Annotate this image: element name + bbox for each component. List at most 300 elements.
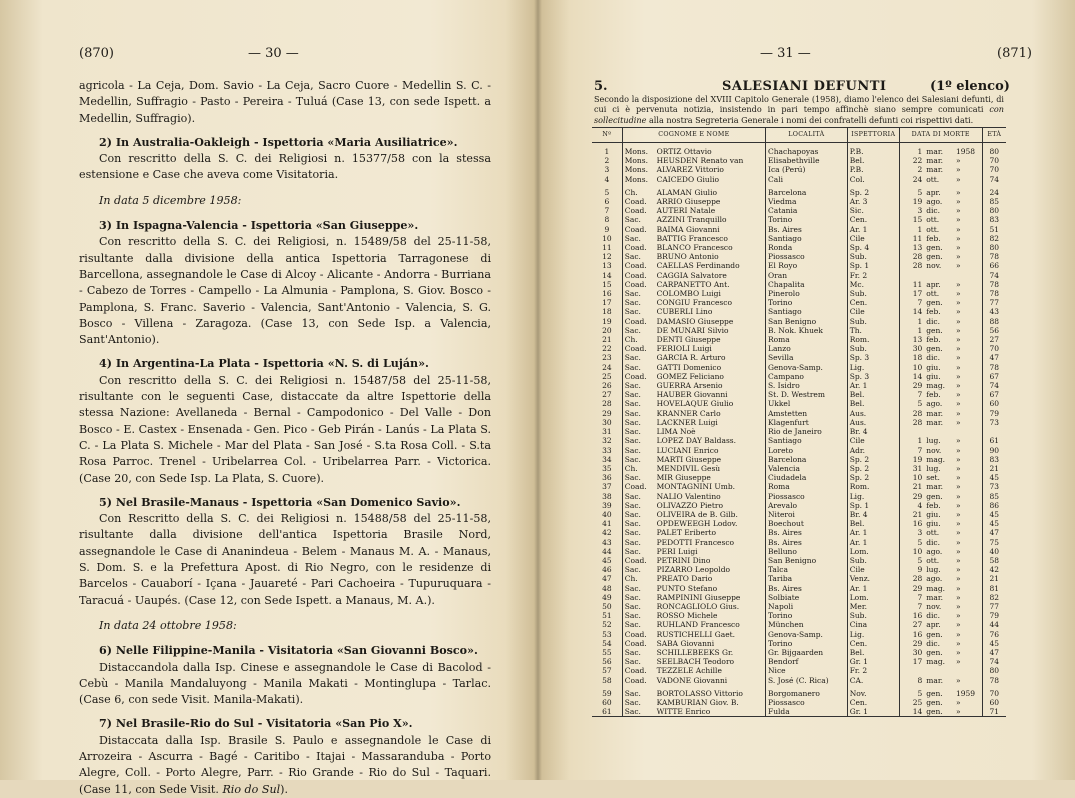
row-locality: Bs. Aires [765,225,847,234]
row-age: 70 [982,344,1006,353]
table-row [592,399,1006,408]
row-day: 29 [899,492,924,501]
table-row [592,584,1006,593]
row-year: » [955,638,961,648]
row-name: OPDEWEEGH Lodov. [656,519,738,529]
row-year: » [955,509,961,519]
row-day: 16 [899,611,924,620]
row-locality: Arevalo [765,501,847,510]
row-year: » [955,463,961,473]
row-number: 19 [602,316,612,326]
table-row [592,519,1006,528]
row-province: P.B. [847,165,899,174]
table-row [592,261,1006,270]
row-month: feb. [926,390,941,400]
row-title: Coad. [622,639,654,648]
row-name: PUNTO Stefano [656,583,718,593]
row-day: 14 [899,372,924,381]
row-age: 21 [982,574,1006,583]
section-number: 5. [594,79,608,94]
row-number: 52 [602,620,612,630]
row-year: » [955,381,961,391]
row-month: mar. [926,675,943,685]
heading-text: 3) In Ispagna-Valencia - Ispettoria «San Giuseppe». [99,219,419,233]
row-locality: B. Nok. Khuek [765,326,847,335]
row-month: mar. [926,147,943,156]
row-number: 49 [602,592,612,602]
row-title: Coad. [622,344,654,353]
row-year: » [955,675,961,685]
row-title: Mons. [622,175,654,184]
table-row [592,372,1006,381]
row-year: » [955,592,961,602]
section-subtitle: (1º elenco) [930,79,1010,94]
row-title: Sac. [622,698,654,707]
row-month: gen. [924,707,954,717]
row-title: Coad. [622,243,654,252]
intro-end: alla nostra Segreteria Generale i nomi dei confratelli defunti coi rispettivi dati. [648,114,974,125]
row-day: 14 [899,307,924,316]
row-year: » [955,243,961,253]
row-age: 78 [982,252,1006,261]
section-intro [594,94,1004,125]
table-row [592,165,1006,174]
row-age: 47 [982,648,1006,657]
table-row [592,602,1006,611]
paragraph-heading [79,716,491,732]
row-month: ott. [926,215,940,225]
row-month: gen. [926,325,943,335]
row-day: 2 [899,165,924,174]
row-title: Sac. [622,620,654,629]
row-number: 36 [602,473,612,483]
row-name: PREATO Dario [656,574,713,584]
row-number: 1 [604,147,610,156]
row-province: Cile [847,234,899,243]
row-day: 1 [899,436,924,445]
row-age: 60 [982,399,1006,408]
row-day: 7 [899,593,924,602]
row-age: 77 [982,298,1006,307]
date-line: In data 24 ottobre 1958: [99,618,237,632]
row-number: 21 [602,335,612,345]
row-age: 86 [982,501,1006,510]
row-title: Sac. [622,390,654,399]
col-header-number: Nº [592,128,622,143]
table-row [592,630,1006,639]
row-province: Sub. [847,556,899,565]
row-name: COLOMBO Luigi [656,289,721,299]
table-row [592,307,1006,316]
row-number: 8 [604,215,610,225]
row-year: » [955,298,961,308]
row-year: » [955,197,961,207]
table-row [592,197,1006,206]
row-year: » [955,647,961,657]
row-number: 40 [602,509,612,519]
row-number: 47 [602,574,612,584]
row-province: Cen. [847,639,899,648]
row-locality: Sevilla [765,353,847,362]
table-row [592,528,1006,537]
row-name: HAUBER Giovanni [656,390,728,400]
row-name: HEUSDEN Renato van [656,156,744,166]
row-year: » [955,362,961,372]
paragraph-text [79,733,491,798]
row-number: 26 [602,381,612,391]
row-name: SCHILLEBEEKS Gr. [656,647,734,657]
row-province: Sp. 1 [847,261,899,270]
row-year: » [955,316,961,326]
row-day: 29 [899,381,924,390]
table-row [592,243,1006,252]
row-month: gen. [926,491,943,501]
row-province: Lom. [847,547,899,556]
row-locality: Torino [765,298,847,307]
paragraph-body: Distaccandola dalla Isp. Cinese e assegnandole le Case di Bacolod - Cebù - Manila Mandaluyong - Manila Makati - Montinglupa - Tarlac. (Case 6, con sede Visit. Manila-Makati). [79,660,491,707]
row-age: 80 [982,206,1006,215]
row-day: 8 [899,676,924,685]
row-day: 3 [899,528,924,537]
row-age: 82 [982,593,1006,602]
row-day: 21 [899,510,924,519]
row-year: » [955,537,961,547]
row-month: ott. [926,555,940,565]
row-province: Cen. [847,698,899,707]
row-title: Sac. [622,657,654,666]
row-number: 48 [602,583,612,593]
row-year: » [955,344,961,354]
row-month [924,427,954,436]
row-name: RAMPININI Giuseppe [656,592,741,602]
row-number: 24 [602,362,612,372]
row-month: giu. [926,509,941,519]
row-province: Cen. [847,215,899,224]
left-page [0,0,537,796]
row-locality: Borgomanero [765,689,847,698]
row-year: » [955,436,961,446]
row-day: 7 [899,602,924,611]
row-year: » [955,215,961,225]
row-locality: Piossasco [765,698,847,707]
row-month: ago. [926,546,943,556]
row-year: » [955,601,961,611]
row-year: » [955,174,961,184]
row-month: feb. [926,233,941,243]
row-month: apr. [926,187,941,197]
row-month: gen. [926,252,943,262]
row-locality: Bs. Aires [765,584,847,593]
row-province: Bel. [847,156,899,165]
row-title: Sac. [622,436,654,445]
table-row [592,648,1006,657]
row-province: Cile [847,565,899,574]
row-day: 4 [899,501,924,510]
row-name: MIR Giuseppe [656,473,711,483]
row-number: 12 [602,252,612,262]
row-month: giu. [926,371,941,381]
row-day: 30 [899,344,924,353]
row-title: Coad. [622,372,654,381]
row-year: » [955,500,961,510]
row-locality: Torino [765,639,847,648]
row-day [899,427,924,436]
table-row [592,611,1006,620]
table-row [592,188,1006,197]
row-province: Sp. 1 [847,501,899,510]
row-age: 81 [982,584,1006,593]
row-age: 27 [982,335,1006,344]
table-row [592,547,1006,556]
row-number: 42 [602,528,612,538]
row-month: ott. [926,224,940,234]
row-province: Bel. [847,399,899,408]
row-name: ORTIZ Ottavio [656,147,712,156]
row-month: dic. [926,353,941,363]
table-row [592,556,1006,565]
row-month: nov. [926,261,942,271]
row-year: » [955,519,961,529]
row-locality: El Royo [765,261,847,270]
row-name: PEDOTTI Francesco [656,537,735,547]
row-name: OLIVAZZO Pietro [656,500,723,510]
row-year: » [955,491,961,501]
row-month: mar. [926,592,943,602]
table-row [592,353,1006,362]
heading-text: 5) Nel Brasile-Manaus - Ispettoria «San Domenico Savio». [99,495,461,509]
col-header-province: ISPETTORIA [847,128,899,143]
row-province: Fr. 2 [847,666,899,675]
row-province: Bel. [847,390,899,399]
row-locality: Cali [765,175,847,184]
table-row [592,326,1006,335]
left-page-body [79,78,491,798]
row-title: Sac. [622,565,654,574]
row-number: 54 [602,638,612,648]
row-day: 5 [899,399,924,408]
row-name: KRANNER Carlo [656,408,721,418]
row-day: 1 [899,326,924,335]
row-locality: Napoli [765,602,847,611]
row-number: 17 [602,298,612,308]
row-locality: Amstetten [765,409,847,418]
table-row [592,574,1006,583]
row-number: 11 [602,243,612,253]
table-row [592,657,1006,666]
row-title: Sac. [622,252,654,261]
row-province: Sp. 2 [847,464,899,473]
row-name: SABA Giovanni [656,638,715,648]
row-age: 80 [982,147,1006,156]
row-age: 85 [982,197,1006,206]
row-year: » [955,261,961,271]
row-month: mag. [926,583,946,593]
row-day [899,666,924,675]
row-title: Sac. [622,289,654,298]
heading-text: 6) Nelle Filippine-Manila - Visitatoria «San Giovanni Bosco». [99,644,478,658]
row-title: Sac. [622,363,654,372]
table-row [592,289,1006,298]
row-locality: Nice [765,666,847,675]
row-number: 28 [602,399,612,409]
table-row [592,215,1006,224]
row-number: 60 [602,697,612,707]
row-day: 18 [899,353,924,362]
table-row [592,206,1006,215]
row-locality: Chapalita [765,280,847,289]
row-age: 83 [982,455,1006,464]
row-month: gen. [926,688,943,698]
row-title: Sac. [622,353,654,362]
row-name: MENDIVIL Gesù [656,463,721,473]
table-row [592,482,1006,491]
row-year: 1958 [955,147,976,156]
row-number: 44 [602,546,612,556]
row-day: 31 [899,464,924,473]
row-year: » [955,233,961,243]
row-name: PIZARRO Leopoldo [656,565,731,575]
table-row [592,464,1006,473]
table-row [592,225,1006,234]
row-number: 33 [602,445,612,455]
table-row [592,175,1006,184]
row-year: » [955,697,961,707]
row-age: 90 [982,446,1006,455]
heading-text: 2) In Australia-Oakleigh - Ispettoria «Maria Ausiliatrice». [99,135,458,149]
row-year: » [955,620,961,630]
row-title: Coad. [622,482,654,491]
table-row [592,639,1006,648]
table-row [592,446,1006,455]
paragraph-body: Con rescritto della S. C. dei Religiosi, n. 15489/58 del 25-11-58, risultante dalla divisione della antica Ispettoria Tarragonese di Barcellona, assegnandole le Case di Alcoy - Alicante - Andorra - Burriana - Cabezo de Torres - Campello - La Almunia - Pamplona, S. Giov. Bosco - Pamplona, S. Franc. Saverio - Valencia, Sant'Antonio - Valencia, S. G. Bosco - Villena - Zaragoza. (Case 13, con Sede Isp. a Valencia, Sant'Antonio). [79,235,491,347]
row-age: 67 [982,372,1006,381]
row-province: Lom. [847,593,899,602]
row-month: dic. [926,316,941,326]
row-title: Ch. [622,188,654,197]
paragraph-italic: Rio do Sul [222,782,281,796]
row-age: 78 [982,280,1006,289]
row-age: 73 [982,418,1006,427]
table-row [592,427,1006,436]
row-number: 55 [602,647,612,657]
row-locality: Barcelona [765,455,847,464]
row-name: RUSTICHELLI Gaet. [656,629,736,639]
row-number: 51 [602,611,612,621]
row-age: 61 [982,436,1006,445]
row-locality: Ukkel [765,399,847,408]
row-province: Sub. [847,611,899,620]
row-name: CAICEDO Giulio [656,174,720,184]
row-number: 7 [604,206,610,216]
row-number: 41 [602,519,612,529]
row-province: Br. 4 [847,427,899,436]
row-age: 60 [982,698,1006,707]
row-title: Coad. [622,676,654,685]
row-name: WITTE Enrico [655,707,766,717]
row-month: feb. [926,500,941,510]
row-title: Mons. [622,147,654,156]
table-row [592,252,1006,261]
row-title: Sac. [622,409,654,418]
row-age: 78 [982,676,1006,685]
row-locality: Gr. Bijgaarden [765,648,847,657]
row-locality: Pinerolo [765,289,847,298]
row-year: » [955,390,961,400]
row-province: Bel. [847,519,899,528]
row-age: 73 [982,482,1006,491]
intro-text: Secondo la disposizione del XVIII Capitolo Generale (1958), diamo l'elenco dei Salesiani defunti, di cui ci è pervenuta notizia, insistendo in pari tempo affinchè siano sempre comunicati [594,94,1004,115]
row-number: 25 [602,371,612,381]
row-year: » [955,206,961,216]
row-locality: Piossasco [765,252,847,261]
row-age: 85 [982,492,1006,501]
row-name: MONTAGNINI Umb. [656,482,736,492]
row-locality: Roma [765,335,847,344]
table-row [592,381,1006,390]
row-province: CA. [847,676,899,685]
row-month: gen. [926,344,943,354]
row-title: Sac. [622,455,654,464]
paragraph-text [79,78,491,127]
row-title: Sac. [622,307,654,316]
row-name: GATTI Domenico [656,362,722,372]
table-row [592,418,1006,427]
row-age: 43 [982,307,1006,316]
table-row [592,390,1006,399]
row-day: 30 [899,648,924,657]
row-locality: Belluno [765,547,847,556]
paragraph-body: Distaccata dalla Isp. Brasile S. Paulo e assegnandole le Case di Arrozeira - Ascurra - Bagé - Caritibo - Itajai - Massaranduba - Porto Alegre, Coll. - Porto Alegre, Parr. - Rio Grande - Rio do Sul - Taquari. (Case 11, con Sede Visit. [79,733,491,796]
row-locality: San Benigno [765,556,847,565]
paragraph-text [79,373,491,487]
row-year: » [955,335,961,345]
row-day: 14 [899,707,924,717]
row-name: TEZZELE Achille [656,666,722,676]
row-province: Mc. [847,280,899,289]
row-month: ott. [926,289,940,299]
row-day: 19 [899,197,924,206]
row-name: LIMA Noè [656,427,696,437]
row-year: » [955,583,961,593]
row-month: mar. [926,482,943,492]
row-title: Sac. [622,602,654,611]
row-day: 7 [899,446,924,455]
row-province: Sub. [847,252,899,261]
row-day: 11 [899,280,924,289]
row-province: Sic. [847,206,899,215]
row-age: 76 [982,630,1006,639]
heading-text: 7) Nel Brasile-Rio do Sul - Visitatoria «San Pio X». [99,717,413,731]
row-province: Fr. 2 [847,271,899,280]
row-day: 7 [899,298,924,307]
row-number: 31 [602,427,612,437]
row-month: ott. [926,174,940,184]
row-year [954,427,982,436]
row-name: LACKNER Luigi [656,417,718,427]
row-year: » [955,371,961,381]
row-age: 67 [982,390,1006,399]
row-title: Coad. [622,206,654,215]
row-year: » [955,224,961,234]
row-year: » [955,408,961,418]
row-day [899,271,924,280]
row-year: » [955,629,961,639]
row-number: 6 [604,197,610,207]
row-year: » [955,565,961,575]
row-locality: Viedma [765,197,847,206]
table-row [592,473,1006,482]
row-name: AUTERI Natale [656,206,716,216]
